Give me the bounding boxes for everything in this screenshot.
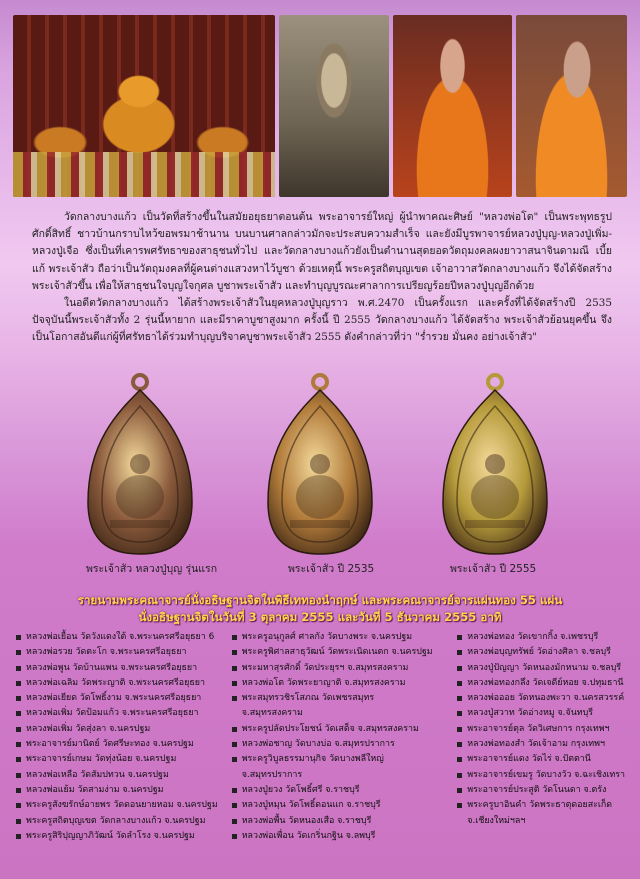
list-item-text: พระครูอนุกูลศ์ ศาลกัง วัดบางพระ จ.นครปฐม: [241, 632, 413, 642]
list-item: [14, 706, 218, 721]
list-item-text: จ.เชียงใหม่ฯลฯ: [467, 815, 526, 826]
list-item-text: พระอาจารย์ตุล วัดวิเศษการ กรุงเทพฯ: [467, 723, 610, 734]
bullet-icon: [457, 788, 462, 793]
bullet-icon: [232, 742, 237, 747]
list-item: [14, 630, 218, 645]
list-item-text: หลวงปู่สวาท วัดอ่างหมู จ.จันทบุรี: [467, 708, 594, 719]
list-item-text: หลวงพ่อพื้น วัดหนองเสือ จ.ราชบุรี: [241, 815, 372, 826]
bullet-icon: [457, 757, 462, 762]
list-item-text: หลวงพ่อรวย วัดตะโก จ.พระนครศรีอยุธยา: [26, 647, 187, 658]
bullet-icon: [457, 666, 462, 671]
list-item: [230, 783, 444, 798]
bullet-icon: [16, 711, 21, 716]
list-item: [230, 752, 444, 767]
masters-list: [14, 630, 630, 876]
list-item-text: พระอาจารย์แดง วัดไร่ จ.ปัตตานี: [467, 754, 591, 765]
list-item: [230, 645, 444, 660]
list-item-text: หลวงปู่หมุน วัดโพธิ์ดอนแก จ.ราชบุรี: [241, 800, 381, 811]
list-item: [14, 752, 218, 767]
amulet-image-2: [260, 372, 380, 557]
list-item-text: จ.สมุทรปราการ: [241, 769, 303, 780]
bullet-icon: [16, 742, 21, 747]
bullet-icon: [232, 696, 237, 701]
list-item-text: หลวงพ่อเยื้อน วัดวังแดงใต้ จ.พระนครศรีอยุธยา 6: [26, 632, 215, 642]
list-item: [455, 798, 630, 813]
bullet-icon: [16, 696, 21, 701]
list-item: [455, 630, 630, 645]
temple-buddha-photo: [13, 15, 275, 197]
bullet-icon: [232, 834, 237, 839]
bullet-icon: [16, 650, 21, 655]
bullet-icon: [232, 819, 237, 824]
masters-list-heading: [15, 592, 625, 626]
bullet-icon: [16, 819, 21, 824]
list-item-text: พระครูพิศาลสาธุวัฒน์ วัดพระเนิดเนตก จ.นครปฐม: [241, 647, 433, 658]
amulet-caption-2: พระเจ้าสัว ปี 2535: [288, 563, 375, 575]
list-item: [14, 798, 218, 813]
list-item: [230, 630, 444, 645]
bullet-icon: [457, 696, 462, 701]
list-item-text: หลวงพ่อโต วัดพระยาญาติ จ.สมุทรสงคราม: [241, 677, 406, 688]
masters-column-1: [14, 630, 218, 876]
list-item-text: หลวงพ่อแย้ม วัดสามง่าม จ.นครปฐม: [26, 784, 164, 795]
list-item: [455, 645, 630, 660]
bullet-icon: [457, 727, 462, 732]
list-item: [455, 768, 630, 783]
list-item-text: พระครูสังฆรักษ์อายพร วัดดอนยายหอม จ.นครปฐม: [26, 800, 218, 811]
bullet-icon: [16, 803, 21, 808]
list-item: [455, 661, 630, 676]
list-item: [230, 706, 444, 721]
list-item: [14, 737, 218, 752]
list-item-text: หลวงพ่อเพื่อน วัดเกริ่นกฐิน จ.ลพบุรี: [241, 830, 376, 841]
list-item: [455, 676, 630, 691]
amulet-image-1: [80, 372, 200, 557]
bullet-icon: [232, 803, 237, 808]
list-item-text: หลวงพ่อเฉลิม วัดพระญาติ จ.พระนครศรีอยุธยา: [26, 677, 205, 688]
list-item: [14, 829, 218, 844]
list-item: [14, 768, 218, 783]
list-item: [455, 814, 630, 829]
bullet-icon: [16, 681, 21, 686]
bullet-icon: [232, 681, 237, 686]
bullet-icon: [232, 727, 237, 732]
list-item-text: พระครูวิบูลธรรมานุกิจ วัดบางพลีใหญ่: [241, 754, 384, 765]
list-item-text: หลวงพ่อออย วัดหนองพะวา จ.นครสวรรค์: [467, 693, 625, 704]
heading-line-2: นั่งอธิษฐานจิตในวันที่ 3 ตุลาคม 2555 และวันที่ 5 ธันวาคม 2555 อาทิ: [138, 610, 502, 624]
heading-line-1: รายนามพระคณาจารย์นั่งอธิษฐานจิตในพิธีเททองนำฤกษ์ และพระคณาจารย์จารแผ่นทอง 55 แผ่น: [77, 593, 563, 607]
list-item-text: พระสมุทรวชิรโสภณ วัดเพชรสมุทร: [241, 693, 375, 704]
list-item: [230, 661, 444, 676]
list-item-text: หลวงพ่อทองกลึง วัดเจดีย์หอย จ.ปทุมธานี: [467, 677, 624, 688]
list-item-text: หลวงพ่อเพิ่ม วัดป้อมแก้ว จ.พระนครศรีอยุธยา: [26, 708, 199, 719]
bullet-icon: [457, 711, 462, 716]
list-item: [230, 691, 444, 706]
bullet-icon: [457, 681, 462, 686]
list-item: [455, 752, 630, 767]
bullet-icon: [16, 666, 21, 671]
bullet-icon: [16, 788, 21, 793]
bullet-icon: [232, 788, 237, 793]
list-item: [230, 676, 444, 691]
list-item-text: หลวงปู่ยวง วัดโพธิ์ศรี จ.ราชบุรี: [241, 784, 360, 795]
bullet-icon: [16, 635, 21, 640]
bullet-icon: [16, 757, 21, 762]
list-item-text: หลวงพ่อบุญทรัพย์ วัดอ่างศิลา จ.ชลบุรี: [467, 647, 611, 658]
amulet-image-3: [435, 372, 555, 557]
list-item: [230, 814, 444, 829]
list-item: [14, 645, 218, 660]
bullet-icon: [457, 773, 462, 778]
photo-strip: [13, 15, 627, 197]
monk-portrait-2: [393, 15, 512, 197]
list-item: [230, 722, 444, 737]
list-item: [14, 814, 218, 829]
list-item: [455, 706, 630, 721]
list-item-text: หลวงพ่อพูน วัดบ้านแพน จ.พระนครศรีอยุธยา: [26, 662, 198, 673]
list-item-text: หลวงพ่อทองสำ วัดเจ้าอาม กรุงเทพฯ: [467, 739, 605, 750]
list-item-text: พระครูบาอินคำ วัดพระธาตุดอยสะเก็ด: [467, 800, 613, 811]
list-item: [14, 676, 218, 691]
list-item: [230, 829, 444, 844]
bullet-icon: [232, 635, 237, 640]
bullet-icon: [457, 635, 462, 640]
masters-column-2: [230, 630, 444, 876]
list-item: [455, 783, 630, 798]
list-item: [14, 783, 218, 798]
bullet-icon: [457, 650, 462, 655]
list-item-text: หลวงพ่อทอง วัดเขากกิ้ง จ.เพชรบุรี: [467, 632, 599, 642]
amulet-caption-1: พระเจ้าสัว หลวงปู่บุญ รุ่นแรก: [86, 563, 218, 575]
list-item-text: พระครูสิริปุญญาภิวัฒน์ วัดลำโรง จ.นครปฐม: [26, 830, 195, 841]
list-item-text: พระอาจารย์มานิตย์ วัดศรีษะทอง จ.นครปฐม: [26, 739, 194, 750]
bullet-icon: [16, 834, 21, 839]
article-paragraph-2: ในอดีตวัดกลางบางแก้ว ได้สร้างพระเจ้าสัวในยุคหลวงปู่บุญราว พ.ศ.2470 เป็นครั้งแรก และครั้งที่ได้จัดสร้างปี 2535 ปัจจุบันนี้พระเจ้าสัวทั้ง 2 รุ่นนี้หายาก และมีราคาบูชาสูงมาก ครั้งนี้ ปี 2555 วัดกลางบางแก้ว ได้จัดสร้าง พระเจ้าสัวย้อนยุคขึ้น จึงเป็นโอกาสอันดีแก่ผู้ที่ศรัทธาได้ร่วมทำบุญบริจาคบูชาพระเจ้าสัว 2555 ดังคำกล่าวที่ว่า "ร่ำรวย มั่นคง อย่างเจ้าสัว": [32, 297, 612, 344]
list-item: [230, 768, 444, 783]
article-paragraph-1: วัดกลางบางแก้ว เป็นวัดที่สร้างขึ้นในสมัยอยุธยาตอนต้น พระอาจารย์ใหญ่ ผู้นำพาคณะศิษย์ "หลวงพ่อโต" เป็นพระพุทธรูปศักดิ์สิทธิ์ ชาวบ้านกราบไหว้ขอพรมาช้านาน บนบานศาลกล่าวมักจะประสบความสำเร็จ และยังมีบูรพาจารย์หลวงปู่บุญ-หลวงปู่เพิ่ม-หลวงปู่เจือ ซึ่งเป็นที่เคารพศรัทธาของสาธุชนทั่วไป และวัดกลางบางแก้วยังเป็นตำนานสุดยอดวัตถุมงคลผงยาวาสนาจินดามณี เบี้ยแก้ พระเจ้าสัว ถือว่าเป็นวัตถุมงคลที่ผู้คนต่างแสวงหาไว้บูชา ด้วยเหตุนี้ พระครูสถิตบุญเขต เจ้าอาวาสวัดกลางบางแก้ว จึงได้จัดสร้างพระเจ้าสัวขึ้น เพื่อให้สาธุชนใจบุญใจกุศล บูชาพระเจ้าสัว และทำบุญบูรณะศาลาการเปรียญร้อยปีหลวงปู่บุญอีกด้วย: [32, 211, 612, 292]
amulet-icon: [435, 372, 555, 557]
list-item: [14, 722, 218, 737]
monk-portrait-1: [279, 15, 388, 197]
bullet-icon: [232, 757, 237, 762]
bullet-icon: [232, 650, 237, 655]
list-item-text: พระอาจารย์เขมรู วัดบางวัว จ.ฉะเชิงเทรา: [467, 769, 625, 780]
list-item-text: พระอาจารย์ประสูติ วัดโนนดา จ.ตรัง: [467, 784, 607, 795]
bullet-icon: [16, 773, 21, 778]
list-item: [14, 691, 218, 706]
list-item-text: พระมหาสุรศักดิ์ วัดประยุรฯ จ.สมุทรสงคราม: [241, 662, 409, 673]
list-item-text: พระครูปลัดประโยชน์ วัดเสด็จ จ.สมุทรสงคราม: [241, 723, 419, 734]
list-item: [14, 661, 218, 676]
amulet-caption-3: พระเจ้าสัว ปี 2555: [450, 563, 537, 575]
bullet-icon: [232, 666, 237, 671]
list-item: [230, 737, 444, 752]
list-item-text: หลวงพ่อเยียด วัดโพธิ์งาม จ.พระนครศรีอยุธยา: [26, 693, 202, 704]
list-item-text: พระครูสถิตบุญเขต วัดกลางบางแก้ว จ.นครปฐม: [26, 815, 206, 826]
article-text: [32, 209, 612, 347]
amulet-gallery: [50, 372, 590, 582]
amulet-icon: [260, 372, 380, 557]
list-item: [455, 737, 630, 752]
list-item-text: พระอาจารย์เกษม วัดทุ่งน้อย จ.นครปฐม: [26, 754, 177, 765]
list-item-text: หลวงพ่อเพิ่ม วัดสุ่งลา จ.นครปฐม: [26, 723, 151, 734]
bullet-icon: [457, 742, 462, 747]
list-item-text: จ.สมุทรสงคราม: [241, 708, 303, 719]
list-item-text: หลวงปู่ปัญญา วัดหนองมักหนาม จ.ชลบุรี: [467, 662, 622, 673]
amulet-icon: [80, 372, 200, 557]
bullet-icon: [16, 727, 21, 732]
bullet-icon: [457, 803, 462, 808]
list-item-text: หลวงพ่อชาญ วัดบางบ่อ จ.สมุทรปราการ: [241, 739, 395, 750]
list-item: [230, 798, 444, 813]
list-item: [455, 722, 630, 737]
list-item-text: หลวงพ่อเหลือ วัดสัมปทวน จ.นครปฐม: [26, 769, 169, 780]
list-item: [455, 691, 630, 706]
masters-column-3: [455, 630, 630, 876]
monk-portrait-3: [516, 15, 627, 197]
